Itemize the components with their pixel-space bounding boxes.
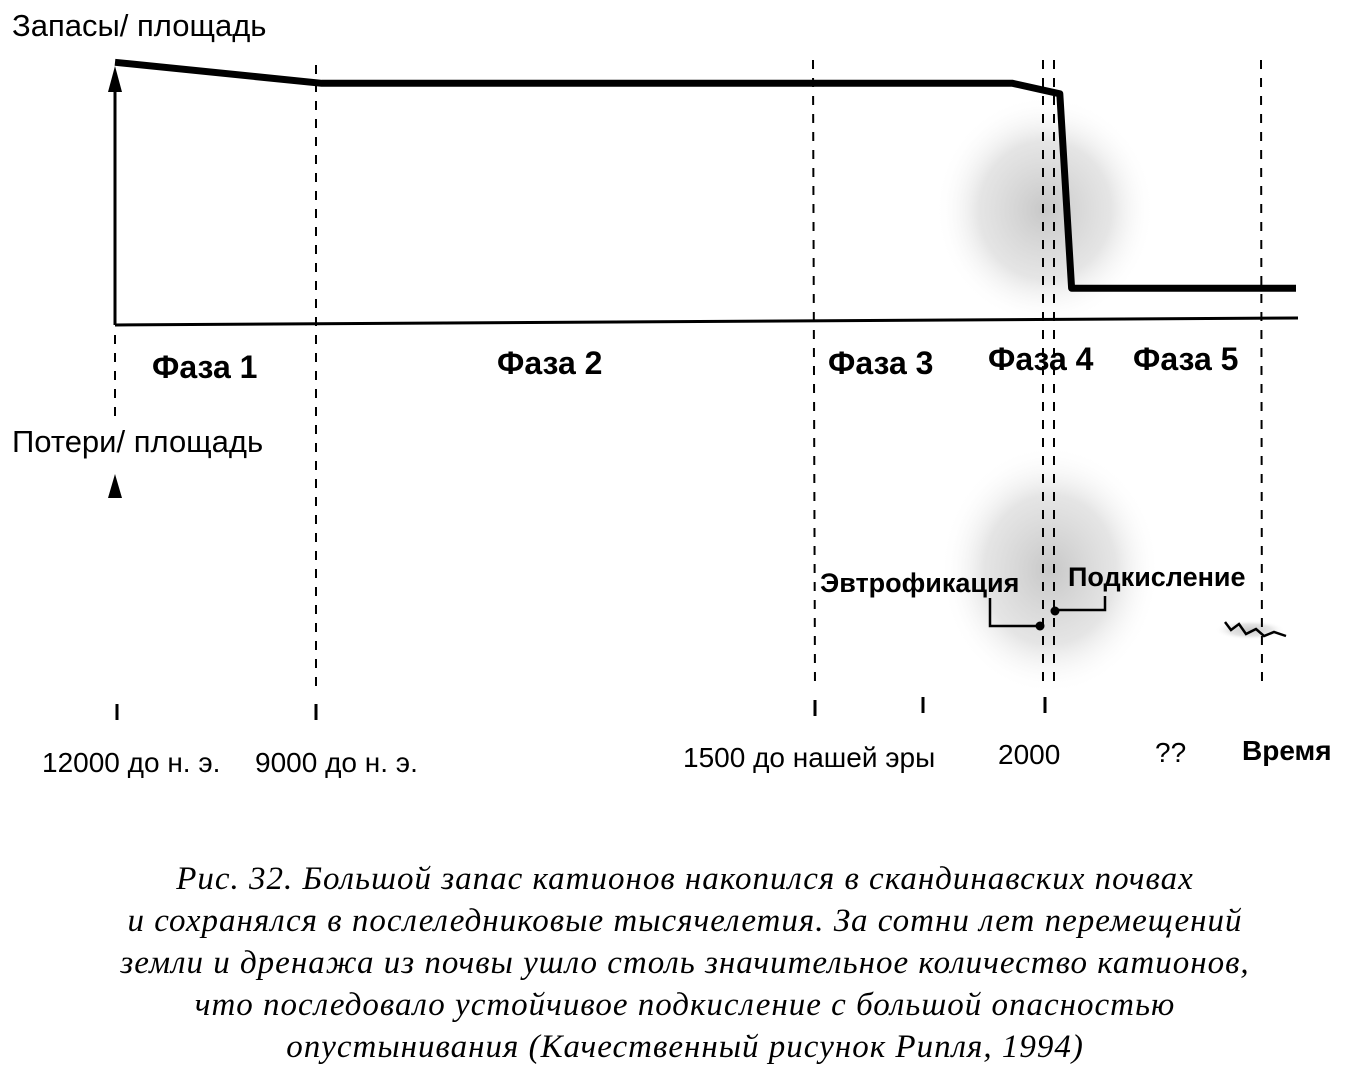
x-axis [115, 318, 1298, 325]
tick-label-9000: 9000 до н. э. [255, 747, 418, 778]
phase-3-label: Фаза 3 [828, 345, 934, 381]
y-axis-top-arrow [108, 66, 122, 92]
figure-caption [40, 858, 1330, 1068]
caption-line: что последовало устойчивое подкисление с большой опасностью [194, 987, 1176, 1023]
tick-label-12000: 12000 до н. э. [42, 747, 221, 778]
annotation-acidification: Подкисление [1068, 562, 1246, 592]
y-axis-top-label: Запасы/ площадь [12, 8, 267, 43]
tick-label-1500: 1500 до нашей эры [683, 742, 936, 773]
caption-line: опустынивания (Качественный рисунок Рипля, 1994) [286, 1029, 1084, 1065]
phase-5-label: Фаза 5 [1133, 341, 1239, 377]
x-axis-label: Время [1242, 735, 1332, 766]
caption-line: и сохранялся в послеледниковые тысячелетия. За сотни лет перемещений [127, 903, 1243, 939]
caption-line: земли и дренажа из почвы ушло столь значительное количество катионов, [120, 945, 1250, 981]
divider-2 [813, 60, 815, 690]
y-axis-bottom-label: Потери/ площадь [12, 424, 264, 459]
caption-line: Рис. 32. Большой запас катионов накопился в скандинавских почвах [176, 861, 1194, 897]
phase-2-label: Фаза 2 [497, 345, 603, 381]
eutrophication-dot [1036, 622, 1045, 631]
tick-label-2000: 2000 [998, 739, 1061, 770]
phase-4-label: Фаза 4 [988, 341, 1094, 377]
tick-label-unknown: ?? [1155, 737, 1187, 768]
acidification-dot [1051, 607, 1060, 616]
annotation-eutrophication: Эвтрофикация [820, 568, 1020, 598]
phase-1-label: Фаза 1 [152, 349, 258, 385]
y-axis-bottom-arrow [108, 474, 122, 498]
divider-4 [1261, 60, 1262, 690]
